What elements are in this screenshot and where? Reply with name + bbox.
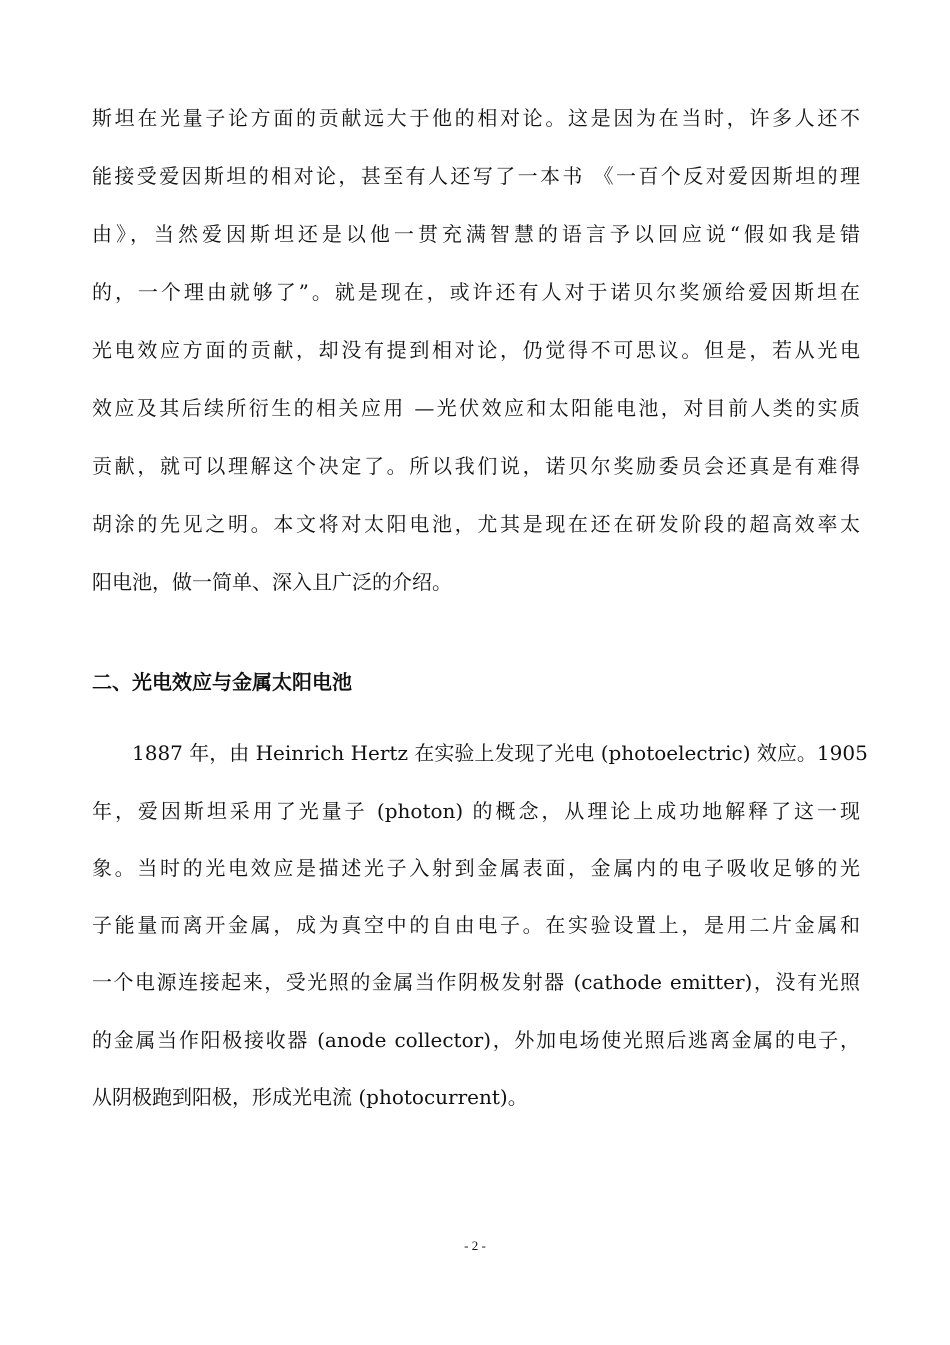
paragraph-line: 光电效应方面的贡献，却没有提到相对论，仍觉得不可思议。但是，若从光电: [92, 338, 860, 362]
paragraph-line: 效应及其后续所衍生的相关应用 —光伏效应和太阳能电池，对目前人类的实质: [92, 396, 860, 420]
paragraph-line: 的，一个理由就够了”。就是现在，或许还有人对于诺贝尔奖颁给爱因斯坦在: [92, 280, 860, 304]
paragraph-line: 一个电源连接起来，受光照的金属当作阴极发射器 (cathode emitter)，没有光照: [92, 970, 860, 994]
paragraph-line: 能接受爱因斯坦的相对论，甚至有人还写了一本书 《一百个反对爱因斯坦的理: [92, 164, 860, 188]
paragraph-line: 由》，当然爱因斯坦还是以他一贯充满智慧的语言予以回应说“假如我是错: [92, 222, 860, 246]
paragraph-line: 从阴极跑到阳极，形成光电流 (photocurrent)。: [92, 1085, 528, 1109]
page-number: - 2 -: [464, 1238, 486, 1253]
paragraph-line: 贡献，就可以理解这个决定了。所以我们说，诺贝尔奖励委员会还真是有难得: [92, 454, 860, 478]
paragraph-line: 子能量而离开金属，成为真空中的自由电子。在实验设置上，是用二片金属和: [92, 913, 860, 937]
section-heading: 二、光电效应与金属太阳电池: [92, 670, 352, 694]
paragraph-line: 1887 年，由 Heinrich Hertz 在实验上发现了光电 (photoelectric) 效应。1905: [92, 741, 868, 765]
paragraph-line: 象。当时的光电效应是描述光子入射到金属表面，金属内的电子吸收足够的光: [92, 856, 860, 880]
paragraph-line: 的金属当作阳极接收器 (anode collector)，外加电场使光照后逃离金属的电子，: [92, 1028, 860, 1052]
paragraph-line: 年，爱因斯坦采用了光量子 (photon) 的概念，从理论上成功地解释了这一现: [92, 799, 860, 823]
paragraph-line: 阳电池，做一简单、深入且广泛的介绍。: [92, 570, 452, 594]
paragraph-line: 斯坦在光量子论方面的贡献远大于他的相对论。这是因为在当时，许多人还不: [92, 106, 860, 130]
paragraph-line: 胡涂的先见之明。本文将对太阳电池，尤其是现在还在研发阶段的超高效率太: [92, 512, 860, 536]
